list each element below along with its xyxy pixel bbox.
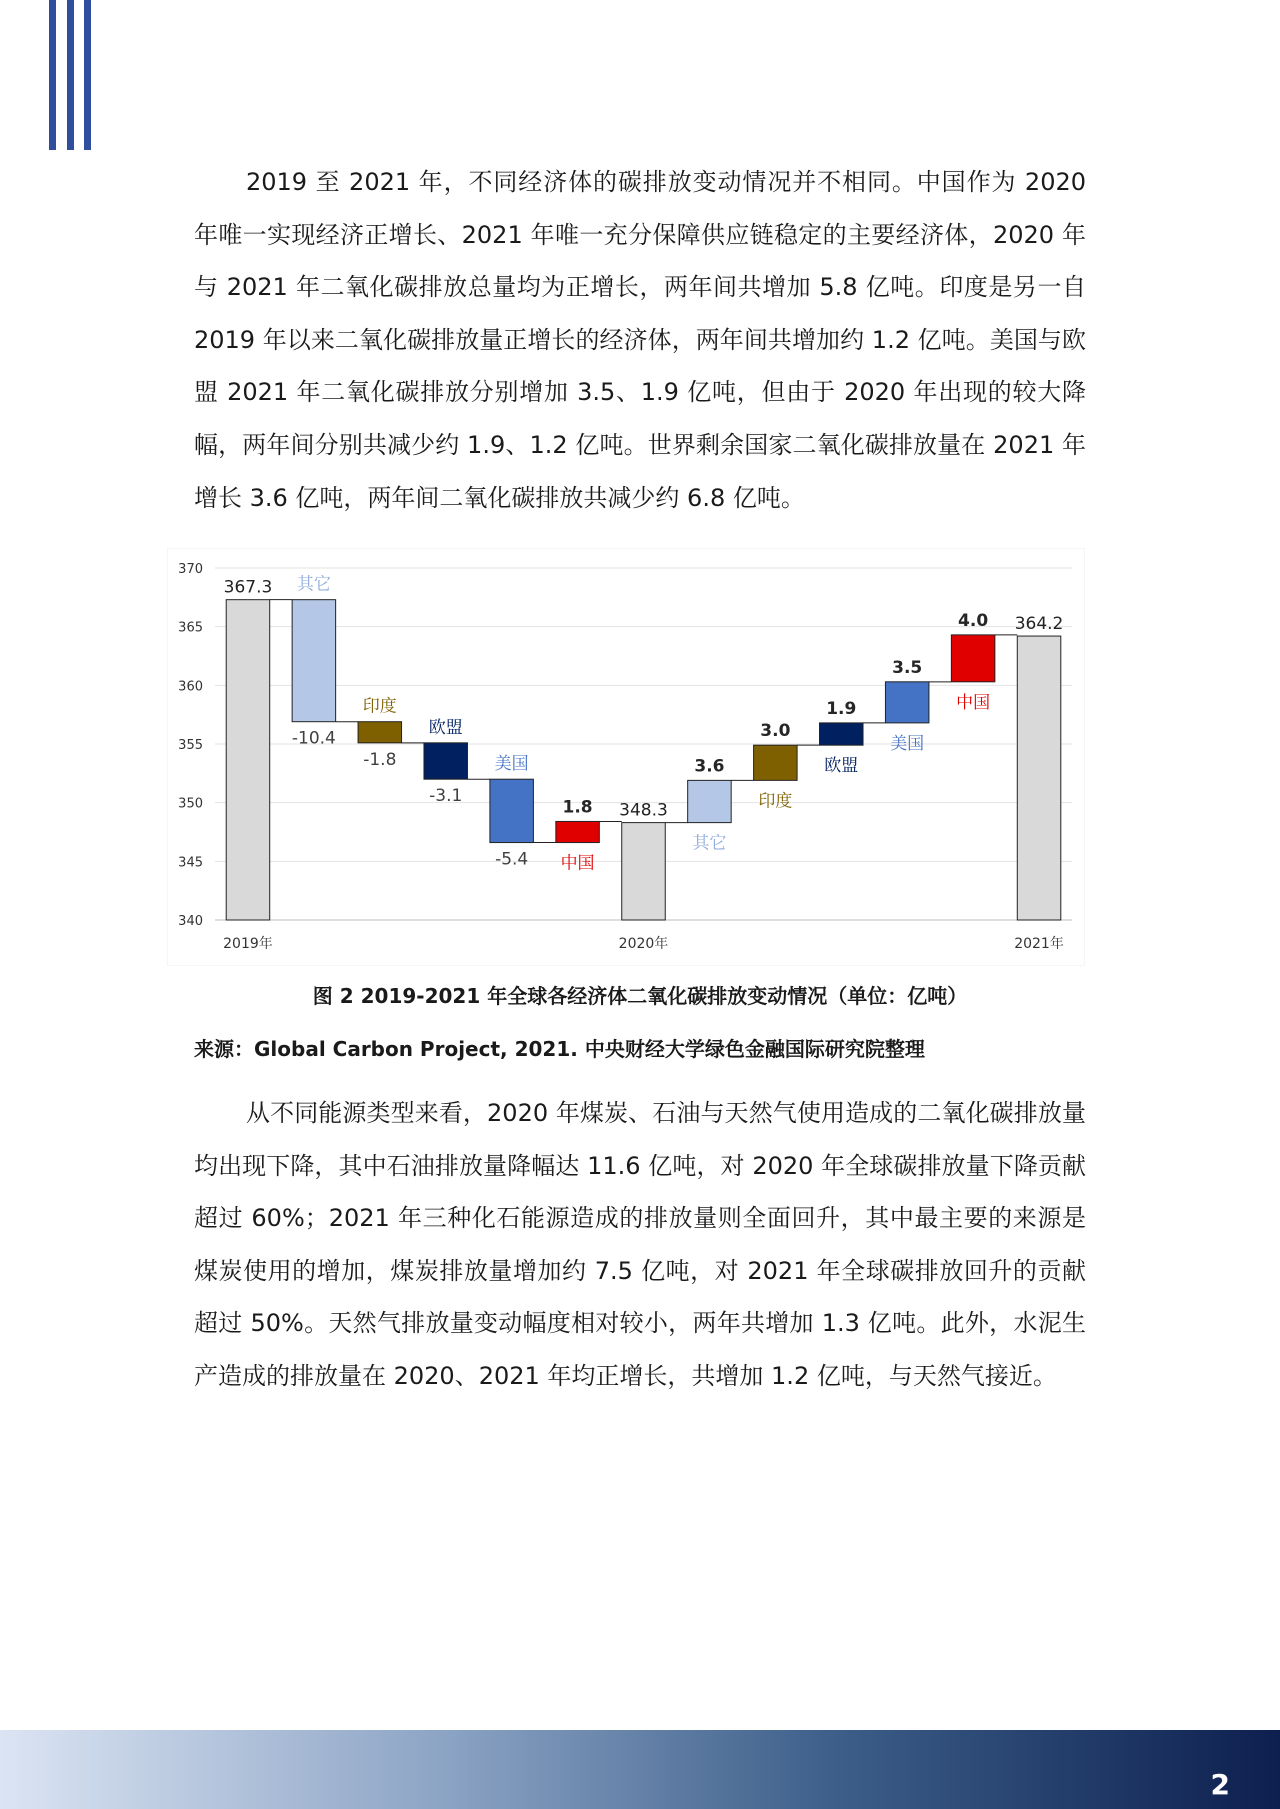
bar-delta [885,682,929,723]
bar-delta [358,722,402,743]
value-label: 3.6 [694,756,725,777]
x-axis-label: 2021年 [1014,936,1064,952]
bar-delta [951,635,995,682]
economy-label: 其它 [296,574,331,595]
y-tick-label: 365 [178,620,203,636]
economy-label: 印度 [758,791,793,812]
economy-label: 其它 [692,833,727,854]
decorative-line-3 [84,0,91,150]
bar-delta [754,745,798,780]
economy-label: 美国 [494,754,529,775]
bar-total [1017,636,1061,920]
x-axis-label: 2020年 [618,936,669,952]
decorative-line-1 [49,0,56,150]
bar-delta [424,743,468,779]
y-tick-label: 345 [178,855,203,871]
value-label: 1.8 [562,797,593,818]
economy-label: 欧盟 [428,717,463,738]
figure-caption: 图 2 2019-2021 年全球各经济体二氧化碳排放变动情况（单位：亿吨） [312,984,968,1008]
y-tick-label: 360 [178,679,203,695]
value-label: 3.0 [760,721,791,742]
y-tick-label: 340 [178,914,203,929]
figure-source: 来源：Global Carbon Project, 2021. 中央财经大学绿色金融国际研究院整理 [194,1037,925,1061]
value-label: 364.2 [1014,614,1064,635]
value-label: -3.1 [429,786,463,807]
waterfall-chart [167,548,1085,966]
economy-label: 中国 [560,853,595,874]
value-label: -10.4 [291,728,336,749]
economy-label: 美国 [890,733,925,754]
value-label: 4.0 [958,610,989,631]
bar-delta [292,600,336,722]
bar-total [226,600,270,920]
economy-label: 印度 [362,696,397,717]
value-label: 367.3 [223,577,273,598]
bar-delta [556,821,600,842]
decorative-line-2 [67,0,74,150]
footer-bar [0,1730,1280,1809]
y-tick-label: 350 [178,796,203,812]
value-label: -5.4 [495,849,529,870]
paragraph-2: 从不同能源类型来看，2020 年煤炭、石油与天然气使用造成的二氧化碳排放量均出现下降，其中石油排放量降幅达 11.6 亿吨，对 2020 年全球碳排放量下降贡献超过 60%；2021 年三种化石能源造成的排放量则全面回升，其中最主要的来源是煤炭使用的增加，煤炭排放量增加约 7.5 亿吨，对 2021 年全球碳排放回升的贡献超过 50%。天然气排放量变动幅度相对较小，两年共增加 1.3 亿吨。此外，水泥生产造成的排放量在 2020、2021 年均正增长，共增加 1.2 亿吨，与天然气接近。 [194,1099,1086,1390]
value-label: -1.8 [363,749,397,770]
economy-label: 中国 [956,692,991,713]
value-label: 3.5 [892,657,923,678]
bar-delta [490,779,534,842]
value-label: 1.9 [826,698,857,719]
economy-label: 欧盟 [824,756,859,777]
page-number: 2 [1210,1768,1230,1801]
paragraph-1: 2019 至 2021 年，不同经济体的碳排放变动情况并不相同。中国作为 2020 年唯一实现经济正增长、2021 年唯一充分保障供应链稳定的主要经济体，2020 年与 2021 年二氧化碳排放总量均为正增长，两年间共增加 5.8 亿吨。印度是另一自 2019 年以来二氧化碳排放量正增长的经济体，两年间共增加约 1.2 亿吨。美国与欧盟 2021 年二氧化碳排放分别增加 3.5、1.9 亿吨，但由于 2020 年出现的较大降幅，两年间分别共减少约 1.9、1.2 亿吨。世界剩余国家二氧化碳排放量在 2021 年增长 3.6 亿吨，两年间二氧化碳排放共减少约 6.8 亿吨。 [194,168,1086,512]
value-label: 348.3 [619,800,668,821]
x-axis-label: 2019年 [223,936,273,952]
y-tick-label: 355 [178,738,203,753]
bar-total [622,823,666,920]
bar-delta [820,723,864,745]
y-tick-label: 370 [178,562,203,577]
bar-delta [688,780,732,822]
